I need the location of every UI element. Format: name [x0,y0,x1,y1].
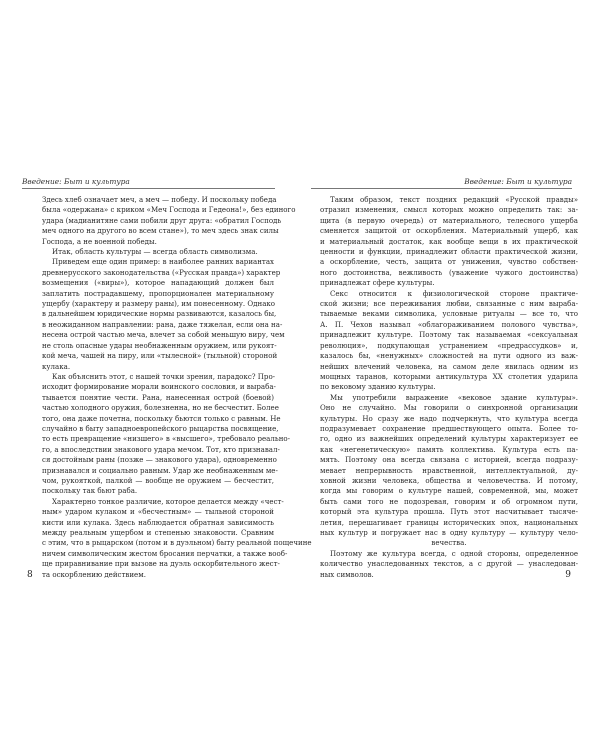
text-line: в дальнейшем юридические нормы развиваются, казалось бы, [42,309,277,319]
text-line: Секс относится к физиологической стороне практиче- [330,288,578,298]
text-line: подразумевает сохранение предшествующего опыта. Более то- [320,423,578,433]
body-text [42,195,312,580]
text-line: несена острой частью меча, влечет за собой меньшую виру, чем [42,330,285,340]
text-line: как «негенетическую» память коллектива. Культура есть па- [320,444,578,454]
text-line: Приведем еще один пример: в наиболее ранних вариантах [52,257,274,267]
text-line: го, а впоследствии знакового удара мечом. Тот, кто признавал- [42,444,280,454]
text-line: в неожиданном направлении: рана, даже тяжелая, если она на- [42,319,283,329]
text-line: ской жизни; все переживания любви, связанные с ним выраба- [320,299,578,309]
text-line: когда мы говорим о культуре нашей, современной, мы, может [320,486,578,496]
text-line: Итак, область культуры — всегда область символизма. [52,247,258,257]
header-rule [311,188,572,189]
text-line: го, одно из важнейших определений культуры характеризует ее [320,434,578,444]
text-line: Здесь хлеб означает меч, а меч — победу. И поскольку победа [42,195,277,204]
text-line: Как объяснить этот, с нашей точки зрения, парадокс? Про- [52,371,276,381]
text-line: поскольку так бьют раба. [42,486,138,496]
text-line: а оскорбление, честь, защита от унижения, чувство собствен- [320,257,578,267]
text-line: отразил изменения, смысл которых можно определить так: за- [320,205,578,215]
text-line: с этим, что в рыцарском (потом и в дуэльном) быту реальной пощечине [42,538,312,548]
text-line: мять. Поэтому она всегда связана с историей, всегда подразу- [320,455,578,465]
text-line: то есть превращение «низшего» в «высшего», требовало реально- [42,434,291,444]
text-line: ущербу (характеру и размеру раны), им понесенному. Однако [42,299,276,309]
text-line: ховной жизни человека, общества и человечества. И потому, [320,475,578,485]
text-line: была «одержана» с криком «Меч Господа и Гедеона!», без единого [42,205,296,215]
text-line: принадлежит культуре. Поэтому так называемая «сексуальная [320,330,578,340]
text-line: Таким образом, текст поздних редакций «Русской правды» [330,195,578,204]
text-line: который эта культура прошла. Путь этот насчитывает тысяче- [320,507,578,517]
text-line: принадлежат сфере культуры. [320,278,435,288]
text-line: ся достойным раны (позже — знакового удара), одновременно [42,455,277,465]
text-line: кой меча, чашей на пиру, или «тылесной» (тыльной) стороной [42,351,278,361]
text-line: ных символов. [320,569,374,579]
text-line: Господа, а не военной победы. [42,236,157,246]
text-line: вечества. [431,538,467,548]
text-line: революция», подкупающая устранением «предрассудков» и, [320,340,578,350]
text-line: тывается понятие чести. Рана, нанесенная острой (боевой) [42,392,274,402]
text-line: древнерусского законодательства («Русская правда») характер [42,267,281,277]
text-line: кулака. [42,361,71,371]
text-line: чом, рукояткой, палкой — вообще не оружием — бесчестит, [42,475,274,485]
text-line: мощных таранов, которыми антикультура XX столетия ударила [320,371,578,381]
text-line: между реальным ущербом и степенью знаковости. Сравним [42,528,274,537]
page-number: 9 [565,570,571,580]
header-rule [22,188,275,189]
text-line: казалось бы, «ненужных» сложностей на пути одного из важ- [320,351,578,361]
text-line: та оскорблению действием. [42,569,146,579]
running-head: Введение: Быт и культура [22,177,130,186]
text-line: и материальный достаток, как вообще вещи в их практической [320,236,578,246]
text-line: ных культур и погружает нас в одну культуру — культуру чело- [320,528,578,537]
text-line: Характерно тонкое различие, которое делается между «чест- [52,496,284,506]
text-line: ного достоинства, вежливость (уважение чужого достоинства) [320,267,578,277]
text-line: А. П. Чехов называл «облагораживанием полового чувства», [320,319,578,329]
text-line: меч одного на другого во всем стане»), то меч здесь знак силы [42,226,279,236]
text-line: того, она даже почетна, поскольку бьются только с равным. Не [42,413,281,423]
text-line: нейших влечений человека, на самом деле явилась одним из [320,361,578,371]
running-head: Введение: Быт и культура [464,177,572,186]
text-line: быть сами того не подозревая, говорим и об огромном пути, [320,496,578,506]
text-line: Оно не случайно. Мы говорили о синхронной организации [320,403,578,413]
text-line: случайно в быту западноевропейского рыцарства посвящение, [42,423,279,433]
text-line: сменяется защитой от оскорбления. Материальный ущерб, как [320,226,578,236]
text-line: Мы употребили выражение «вековое здание культуры». [330,392,578,402]
text-line: культуры. Но сразу же надо подчеркнуть, что культура всегда [320,413,578,423]
text-line: частью холодного оружия, болезненна, но не бесчестит. Более [42,403,279,413]
text-line: ничем символическим жестом бросания перчатки, а также вооб- [42,548,288,558]
text-line: заплатить пострадавшему, пропорционален материальному [42,288,274,298]
text-line: кисти или кулака. Здесь наблюдается обратная зависимость [42,517,274,527]
text-line: ным» ударом кулаком и «бесчестным» — тыльной стороной [42,507,274,517]
page-number: 8 [27,570,33,580]
text-line: количество унаследованных текстов, а с другой — унаследован- [320,559,578,569]
text-line: признавался и социально равным. Удар же необнаженным ме- [42,465,278,475]
text-line: щита (в первую очередь) от материального, телесного ущерба [320,215,578,225]
text-line: по вековому зданию культуры. [320,382,436,392]
right-page [300,0,600,750]
body-text [320,195,578,580]
text-line: возмещения («виры»), которое нападающий должен был [42,278,274,288]
text-line: исходит формирование морали воинского сословия, и выраба- [42,382,276,392]
text-line: удара (мадианитяне сами побили друг друга: «обратил Господь [42,215,282,225]
text-line: мевает непрерывность нравственной, интеллектуальной, ду- [320,465,578,475]
text-line: не столь опасные удары необнаженным оружием, или рукоят- [42,340,277,350]
text-line: ще приравнивание при вызове на дуэль оскорбительного жест- [42,559,280,569]
text-line: Поэтому же культура всегда, с одной стороны, определенное [330,548,578,558]
text-line: летия, перешагивает границы исторических эпох, национальных [320,517,578,527]
text-line: ценности и функции, принадлежит области практической жизни, [320,247,578,257]
text-line: тываемые веками символика, условные ритуалы — все то, что [320,309,578,319]
